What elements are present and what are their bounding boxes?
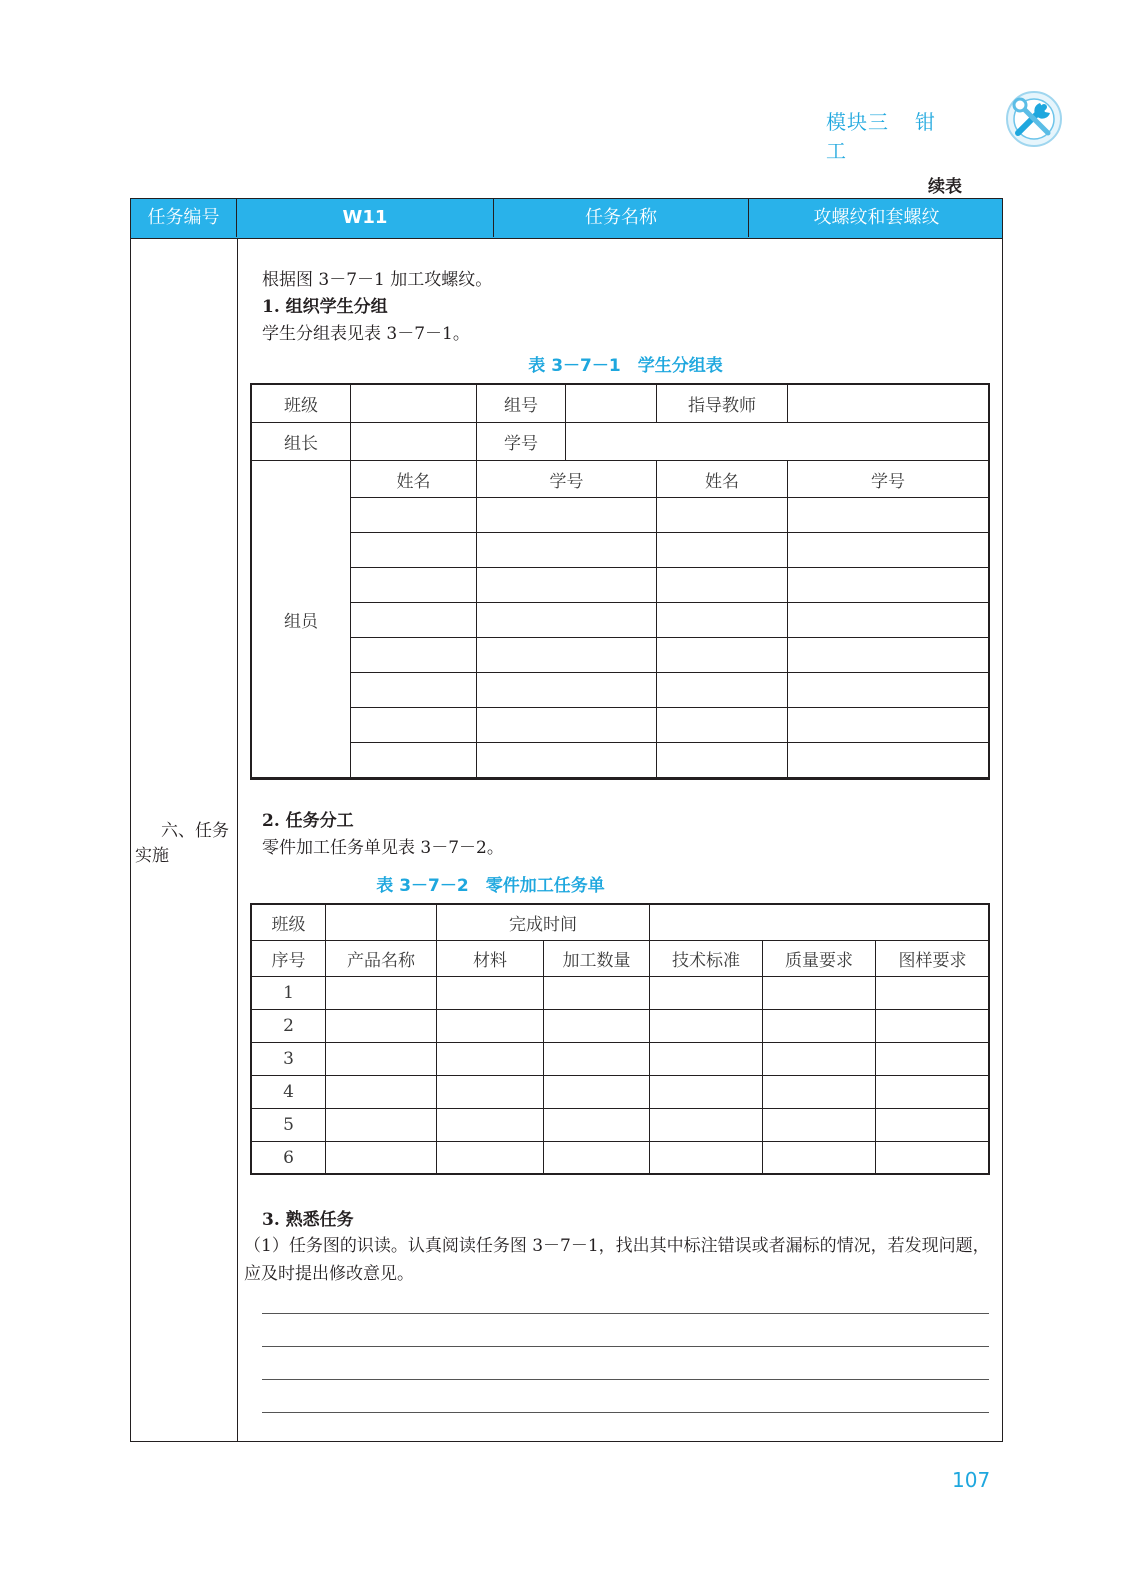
member-cell[interactable] (351, 603, 477, 638)
section-label-line1: 六、任务 (161, 821, 229, 841)
member-cell[interactable] (657, 533, 788, 568)
member-cell[interactable] (477, 638, 657, 673)
member-cell[interactable] (788, 603, 989, 638)
task-name-value: 攻螺纹和套螺纹 (813, 207, 940, 228)
member-cell[interactable] (788, 743, 989, 778)
table-row (252, 1043, 990, 1076)
group-no-label: 组号 (477, 385, 566, 423)
member-cell[interactable] (657, 708, 788, 743)
student-id-label: 学号 (477, 423, 566, 461)
cell[interactable] (876, 1076, 990, 1109)
table-row (252, 1010, 990, 1043)
row-number: 5 (252, 1109, 326, 1142)
task-id-value: W11 (237, 199, 494, 237)
cell[interactable] (763, 1109, 876, 1142)
module-title-a: 钳 (915, 110, 936, 134)
cell[interactable] (437, 977, 544, 1010)
column-divider (237, 239, 238, 1441)
member-cell[interactable] (477, 603, 657, 638)
section-label-line2: 实施 (135, 846, 169, 866)
task-id-label: 任务编号 (131, 199, 237, 237)
row-number: 2 (252, 1010, 326, 1043)
member-row (252, 743, 989, 778)
wrench-logo-icon (1004, 89, 1064, 149)
step3-paragraph: （1）任务图的识读。认真阅读任务图 3－7－1，找出其中标注错误或者漏标的情况，若发现问题，应及时提出修改意见。 (244, 1236, 990, 1284)
member-cell[interactable] (351, 638, 477, 673)
step2-heading: 2. 任务分工 (262, 811, 354, 831)
step2-text: 零件加工任务单见表 3－7－2。 (262, 838, 504, 858)
member-row (252, 498, 989, 533)
col-header: 材料 (437, 941, 544, 977)
member-cell[interactable] (351, 568, 477, 603)
member-cell[interactable] (351, 708, 477, 743)
table-row (252, 1076, 990, 1109)
module-name: 模块三 (826, 110, 889, 134)
cell[interactable] (544, 977, 650, 1010)
col-header: 图样要求 (876, 941, 990, 977)
member-header: 姓名 (351, 461, 477, 498)
cell[interactable] (763, 1043, 876, 1076)
row-number: 4 (252, 1076, 326, 1109)
member-cell[interactable] (788, 498, 989, 533)
cell[interactable] (763, 977, 876, 1010)
step1-heading: 1. 组织学生分组 (262, 297, 388, 317)
cell[interactable] (763, 1142, 876, 1175)
answer-line[interactable] (262, 1313, 989, 1314)
col-header: 加工数量 (544, 941, 650, 977)
row-number: 1 (252, 977, 326, 1010)
cell[interactable] (326, 977, 437, 1010)
step1-text: 学生分组表见表 3－7－1。 (262, 324, 470, 344)
member-cell[interactable] (477, 498, 657, 533)
cell[interactable] (650, 1142, 763, 1175)
teacher-label: 指导教师 (657, 385, 788, 423)
cell[interactable] (326, 1076, 437, 1109)
task-order-table (251, 904, 990, 1175)
cell[interactable] (544, 1043, 650, 1076)
member-cell[interactable] (788, 708, 989, 743)
student-group-table (251, 384, 989, 778)
cell[interactable] (650, 977, 763, 1010)
cell[interactable] (326, 1109, 437, 1142)
member-cell[interactable] (477, 533, 657, 568)
answer-line[interactable] (262, 1346, 989, 1347)
answer-line[interactable] (262, 1412, 989, 1413)
cell[interactable] (437, 1076, 544, 1109)
member-cell[interactable] (788, 568, 989, 603)
intro-text: 根据图 3－7－1 加工攻螺纹。 (262, 270, 493, 290)
answer-line[interactable] (262, 1379, 989, 1380)
deadline-cell[interactable] (650, 905, 990, 941)
cell[interactable] (544, 1076, 650, 1109)
member-header: 学号 (788, 461, 989, 498)
col-header: 序号 (252, 941, 326, 977)
cell[interactable] (763, 1010, 876, 1043)
leader-id-cell[interactable] (566, 423, 989, 461)
member-cell[interactable] (657, 498, 788, 533)
continued-label: 续表 (928, 177, 962, 197)
table-row (252, 977, 990, 1010)
cell[interactable] (544, 1109, 650, 1142)
task-header-band (131, 199, 1002, 239)
member-row (252, 708, 989, 743)
member-row (252, 638, 989, 673)
member-cell[interactable] (351, 498, 477, 533)
cell[interactable] (876, 1142, 990, 1175)
section-label (135, 819, 235, 869)
t2-class-label: 班级 (252, 905, 326, 941)
member-header: 学号 (477, 461, 657, 498)
member-cell[interactable] (351, 673, 477, 708)
cell[interactable] (437, 1043, 544, 1076)
table-row (252, 1109, 990, 1142)
cell[interactable] (650, 1010, 763, 1043)
cell[interactable] (437, 1142, 544, 1175)
cell[interactable] (763, 1076, 876, 1109)
cell[interactable] (650, 1076, 763, 1109)
row-number: 3 (252, 1043, 326, 1076)
member-cell[interactable] (788, 533, 989, 568)
member-cell[interactable] (657, 673, 788, 708)
step3-heading: 3. 熟悉任务 (262, 1210, 354, 1230)
cell[interactable] (326, 1142, 437, 1175)
cell[interactable] (326, 1043, 437, 1076)
group-no-cell[interactable] (566, 385, 657, 423)
cell[interactable] (544, 1010, 650, 1043)
task-name-label: 任务名称 (494, 199, 749, 237)
member-cell[interactable] (657, 603, 788, 638)
class-label: 班级 (252, 385, 351, 423)
member-cell[interactable] (477, 673, 657, 708)
member-cell[interactable] (477, 743, 657, 778)
cell[interactable] (876, 1109, 990, 1142)
class-cell[interactable] (351, 385, 477, 423)
table1-caption: 表 3－7－1 学生分组表 (528, 356, 723, 376)
table-row (252, 1142, 990, 1175)
t2-class-cell[interactable] (326, 905, 437, 941)
leader-label: 组长 (252, 423, 351, 461)
page-number: 107 (952, 1468, 991, 1492)
member-cell[interactable] (477, 708, 657, 743)
member-cell[interactable] (788, 638, 989, 673)
member-row (252, 568, 989, 603)
row-number: 6 (252, 1142, 326, 1175)
member-cell[interactable] (657, 568, 788, 603)
member-cell[interactable] (657, 743, 788, 778)
module-header (826, 106, 1001, 164)
cell[interactable] (437, 1109, 544, 1142)
cell[interactable] (326, 1010, 437, 1043)
col-header: 质量要求 (763, 941, 876, 977)
member-cell[interactable] (351, 533, 477, 568)
member-row (252, 673, 989, 708)
table2-caption: 表 3－7－2 零件加工任务单 (376, 876, 605, 896)
cell[interactable] (876, 977, 990, 1010)
cell[interactable] (876, 1010, 990, 1043)
members-label: 组员 (252, 461, 351, 778)
member-cell[interactable] (657, 638, 788, 673)
member-cell[interactable] (477, 568, 657, 603)
cell[interactable] (544, 1142, 650, 1175)
cell[interactable] (437, 1010, 544, 1043)
col-header: 技术标准 (650, 941, 763, 977)
cell[interactable] (650, 1043, 763, 1076)
col-header: 产品名称 (326, 941, 437, 977)
member-cell[interactable] (351, 743, 477, 778)
cell[interactable] (876, 1043, 990, 1076)
cell[interactable] (650, 1109, 763, 1142)
leader-cell[interactable] (351, 423, 477, 461)
deadline-label: 完成时间 (437, 905, 650, 941)
teacher-cell[interactable] (788, 385, 989, 423)
module-title-b: 工 (826, 139, 847, 163)
member-header: 姓名 (657, 461, 788, 498)
member-row (252, 603, 989, 638)
member-row (252, 533, 989, 568)
member-cell[interactable] (788, 673, 989, 708)
